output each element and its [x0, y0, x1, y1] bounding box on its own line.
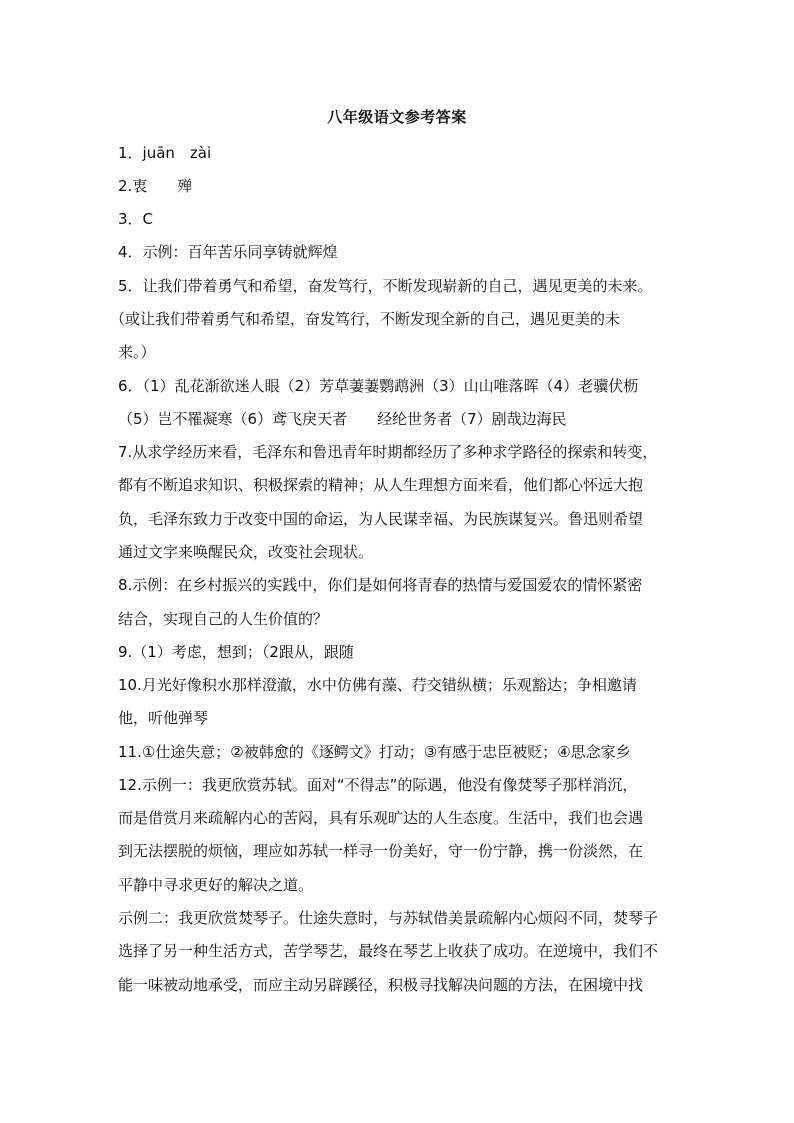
answer-line-12-cont2: 到无法摆脱的烦恼，理应如苏轼一样寻一份美好，守一份宁静，携一份淡然，在: [118, 842, 644, 860]
answer-line-6: 6．（1）乱花渐欲迷人眼（2）芳草萋萋鹦鹉洲（3）山山唯落晖（4）老骥伏枥: [118, 377, 639, 395]
answer-line-5: 5．让我们带着勇气和希望，奋发笃行，不断发现崭新的自己，遇见更美的未来。: [118, 277, 653, 295]
answer-line-6-cont: （5）岂不罹凝寒（6）鸢飞戾天者 经纶世务者（7）剧哉边海民: [118, 410, 567, 428]
page-title: 八年级语文参考答案: [327, 108, 467, 126]
answer-line-3: 3．C: [118, 210, 154, 228]
answer-line-9: 9.（1）考虑，想到；（2跟从，跟随: [118, 643, 354, 661]
answer-line-7: 7.从求学经历来看，毛泽东和鲁迅青年时期都经历了多种求学路径的探索和转变，: [118, 443, 658, 461]
answer-line-12-example2: 示例二：我更欣赏焚琴子。仕途失意时，与苏轼借美景疏解内心烦闷不同，焚琴子: [118, 909, 659, 927]
answer-line-12: 12.示例一：我更欣赏苏轼。面对“不得志”的际遇，他没有像焚琴子那样消沉，: [118, 776, 638, 794]
answer-line-10: 10.月光好像积水那样澄澈，水中仿佛有藻、荇交错纵横；乐观豁达；争相邀请: [118, 676, 637, 694]
answer-line-8-end: 结合，实现自己的人生价值的？: [118, 610, 329, 628]
answer-line-5-cont: （或让我们带着勇气和希望，奋发笃行，不断发现全新的自己，遇见更美的未: [110, 310, 621, 328]
answer-line-11: 11.①仕途失意；②被韩愈的《逐鳄文》打动；③有感于忠臣被贬；④思念家乡: [118, 743, 631, 761]
answer-line-7-end: 通过文字来唤醒民众，改变社会现状。: [118, 543, 374, 561]
answer-line-5-end: 来。）: [118, 343, 156, 361]
answer-line-1: 1．juān zài: [118, 144, 212, 162]
answer-line-7-cont2: 负，毛泽东致力于改变中国的命运，为人民谋幸福、为民族谋复兴。鲁迅则希望: [118, 510, 644, 528]
answer-line-7-cont: 都有不断追求知识、积极探索的精神；从人生理想方面来看，他们都心怀远大抱: [118, 476, 644, 494]
answer-line-2: 2.衷 殚: [118, 177, 193, 195]
answer-line-10-end: 他，听他弹琴: [118, 709, 209, 727]
answer-line-12-example2-cont2: 能一味被动地承受，而应主动另辟蹊径，积极寻找解决问题的方法，在困境中找: [118, 976, 644, 994]
answer-line-12-example2-cont: 选择了另一种生活方式，苦学琴艺，最终在琴艺上收获了成功。在逆境中，我们不: [118, 942, 659, 960]
answer-line-4: 4．示例：百年苦乐同享铸就辉煌: [118, 243, 338, 261]
answer-line-8: 8.示例：在乡村振兴的实践中，你们是如何将青春的热情与爱国爱农的情怀紧密: [118, 576, 643, 594]
answer-line-12-cont: 而是借赏月来疏解内心的苦闷，具有乐观旷达的人生态度。生活中，我们也会遇: [118, 809, 644, 827]
answer-line-12-end: 平静中寻求更好的解决之道。: [118, 876, 314, 894]
